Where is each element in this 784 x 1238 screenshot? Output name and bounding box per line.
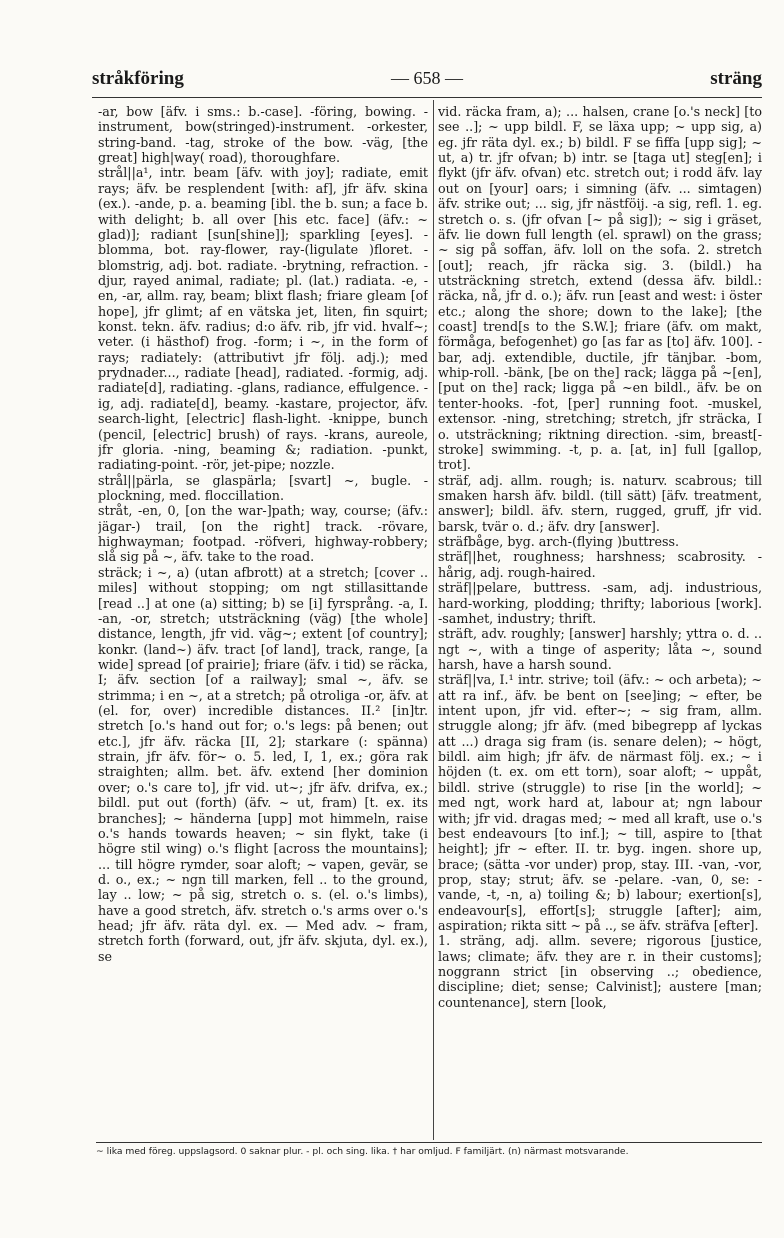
right-column [438,104,762,1134]
header-rule [92,97,762,98]
dictionary-entry: sträf||va, I.¹ intr. strive; toil (äfv.: ~ och arbeta); ~ att ra inf., äfv. be bent on [see]ing; ~ efter, be intent upon, jfr vid. efter~; ~ sig fram, allm. struggle along; jfr äfv. (med bibegrepp af lyckas att ...) draga sig fram (is. senare delen); ~ högt, bildl. aim high; jfr äfv. de närmast följ. ex.; ~ i höjden (t. ex. om ett torn), soar aloft; ~ uppåt, bildl. strive (struggle) to rise [in the world]; ~ med ngt, work hard at, labour at; ngn labour with; jfr vid. dragas med; ~ med all kraft, use o.'s best endeavours [to inf.]; ~ till, aspire to [that height]; jfr ~ efter. II. tr. byg. ingen. shore up, brace; (sätta -vor under) prop, stay. III. -van, -vor, prop, stay; strut; äfv. se -pelare. -van, 0, se: -vande, -t, -n, a) toiling &; b) labour; exertion[s], endeavour[s], effort[s]; struggle [after]; aim, aspiration; rikta sitt ~ på .., se äfv. sträfva [efter]. [438,672,762,934]
abbreviation-legend: ~ lika med föreg. uppslagsord. 0 saknar plur. - pl. och sing. lika. † har omljud. F familjärt. (n) närmast motsvarande. [96,1146,629,1157]
dictionary-entry: vid. räcka fram, a); ... halsen, crane [o.'s neck] [to see ..]; ~ upp bildl. F, se läxa upp; ~ upp sig, a) eg. jfr räta dyl. ex.; b) bildl. F se fiffa [upp sig]; ~ ut, a) tr. jfr ofvan; b) intr. se [taga ut] steg[en]; i flykt (jfr äfv. ofvan) etc. stretch out; i rodd äfv. lay out on [your] oars; i simning (äfv. ... simtagen) äfv. strike out; ... sig, jfr nästföij. -a sig, refl. 1. eg. stretch o. s. (jfr ofvan [~ på sig]); ~ sig i gräset, äfv. lie down full length (el. sprawl) on the grass; ~ sig på soffan, äfv. loll on the sofa. 2. stretch [out]; reach, jfr räcka sig. 3. (bildl.) ha utsträckning stretch, extend (dessa äfv. bildl.: räcka, nå, jfr d. o.); äfv. run [east and west: i öster etc.; along the shore; down to the lake]; [the coast] trend[s to the S.W.]; friare (äfv. om makt, förmåga, befogenhet) go [as far as [to] äfv. 100]. -bar, adj. extendible, ductile, jfr tänjbar. -bom, whip-roll. -bänk, [be on the] rack; lägga på ~[en], [put on the] rack; ligga på ~en bildl., äfv. be on tenter-hooks. -fot, [per] running foot. -muskel, extensor. -ning, stretching; stretch, jfr sträcka, I o. utsträckning; riktning direction. -sim, breast[-stroke] swimming. -t, p. a. [at, in] full [gallop, trot]. [438,104,762,473]
dictionary-entry: stråt, -en, 0, [on the war-]path; way, course; (äfv.: jägar-) trail, [on the right] track. -rövare, highwayman; footpad. -röfveri, highway-robbery; slå sig på ~, äfv. take to the road. [98,503,428,565]
dictionary-entry: sträf||het, roughness; harshness; scabrosity. -hårig, adj. rough-haired. [438,549,762,580]
left-column [98,104,428,1134]
footer-rule [96,1142,762,1143]
header-left-word: stråkföring [92,68,184,89]
dictionary-entry: strål||a¹, intr. beam [äfv. with joy]; radiate, emit rays; äfv. be resplendent [with: af], jfr äfv. skina (ex.). -ande, p. a. beaming [ibl. the b. sun; a face b. with delight; b. all over [his etc. face] (äfv.: ~ glad)]; radiant [sun[shine]]; sparkling [eyes]. -blomma, bot. ray-flower, ray-(ligulate )floret. -blomstrig, adj. bot. radiate. -brytning, refraction. -djur, rayed animal, radiate; pl. (lat.) radiata. -e, -en, -ar, allm. ray, beam; blixt flash; friare gleam [of hope], jfr glimt; af en vätska jet, liten, fin squirt; konst. tekn. äfv. radius; d:o äfv. rib, jfr vid. hvalf~; veter. (i hästhof) frog. -form; i ~, in the form of rays; radiately: (attributivt jfr följ. adj.); med prydnader..., radiate [head], radiated. -formig, adj. radiate[d], radiating. -glans, radiance, effulgence. -ig, adj. radiate[d], beamy. -kastare, projector, äfv. search-light, [electric] flash-light. -knippe, bunch (pencil, [electric] brush) of rays. -krans, aureole, jfr gloria. -ning, beaming &; radiation. -punkt, radiating-point. -rör, jet-pipe; nozzle. [98,165,428,473]
page-header [92,68,762,98]
dictionary-entry: -ar, bow [äfv. i sms.: b.-case]. -föring, bowing. -instrument, bow(stringed)-instrument. -orkester, string-band. -tag, stroke of the bow. -väg, [the great] high|way( road), thoroughfare. [98,104,428,166]
dictionary-entry: sträf||pelare, buttress. -sam, adj. industrious, hard-working, plodding; thrifty; laborious [work]. -samhet, industry; thrift. [438,580,762,626]
dictionary-entry: sträft, adv. roughly; [answer] harshly; yttra o. d. .. ngt ~, with a tinge of asperity; låta ~, sound harsh, have a harsh sound. [438,626,762,672]
dictionary-entry: 1. sträng, adj. allm. severe; rigorous [justice, laws; climate; äfv. they are r. in their customs]; noggrann strict [in observing ..; obedience, discipline; diet; sense; Calvinist]; austere [man; countenance], stern [look, [438,933,762,1010]
page-number: — 658 — [391,68,463,88]
dictionary-entry: sträfbåge, byg. arch-(flying )buttress. [438,534,680,550]
dictionary-entry: sträf, adj. allm. rough; is. naturv. scabrous; till smaken harsh äfv. bildl. (till sätt) [äfv. treatment, answer]; bildl. äfv. stern, rugged, gruff, jfr vid. barsk, tvär o. d.; äfv. dry [answer]. [438,472,762,534]
header-right-word: sträng [710,68,762,89]
dictionary-entry: strål||pärla, se glaspärla; [svart] ~, bugle. -plockning, med. floccillation. [98,472,428,503]
dictionary-entry: sträck; i ~, a) (utan afbrott) at a stretch; [cover .. miles] without stopping; om ngt stillasittande [read ..] at one (a) sitting; b) se [i] fyrsprång. -a, I. -an, -or, stretch; utsträckning (väg) [the whole] distance, length, jfr vid. väg~; extent [of country]; konkr. (land~) äfv. tract [of land], track, range, [a wide] spread [of prairie]; friare (äfv. i tid) se räcka, I; äfv. section [of a railway]; smal ~, äfv. se strimma; i en ~, at a stretch; på otroliga -or, äfv. at (el. for, over) incredible distances. II.² [in]tr. stretch [o.'s hand out for; o.'s legs: på benen; out etc.], jfr äfv. räcka [II, 2]; starkare (: spänna) strain, jfr äfv. för~ o. 5. led, I, 1, ex.; göra rak straighten; allm. bet. äfv. extend [her dominion over; o.'s care to], jfr vid. ut~; jfr äfv. drifva, ex.; bildl. put out (forth) (äfv. ~ ut, fram) [t. ex. its branches]; ~ händerna [upp] mot himmeln, raise o.'s hands towards heaven; ~ sin flykt, take (i högre stil wing) o.'s flight [across the mountains]; ... till högre rymder, soar aloft; ~ vapen, gevär, se d. o., ex.; ~ ngn till marken, fell .. to the ground, lay .. low; ~ på sig, stretch o. s. (el. o.'s limbs), have a good stretch, äfv. stretch o.'s arms over o.'s head; jfr äfv. räta dyl. ex. — Med adv. ~ fram, stretch forth (forward, out, jfr äfv. skjuta, dyl. ex.), se [98,564,428,964]
column-divider [433,100,434,1140]
